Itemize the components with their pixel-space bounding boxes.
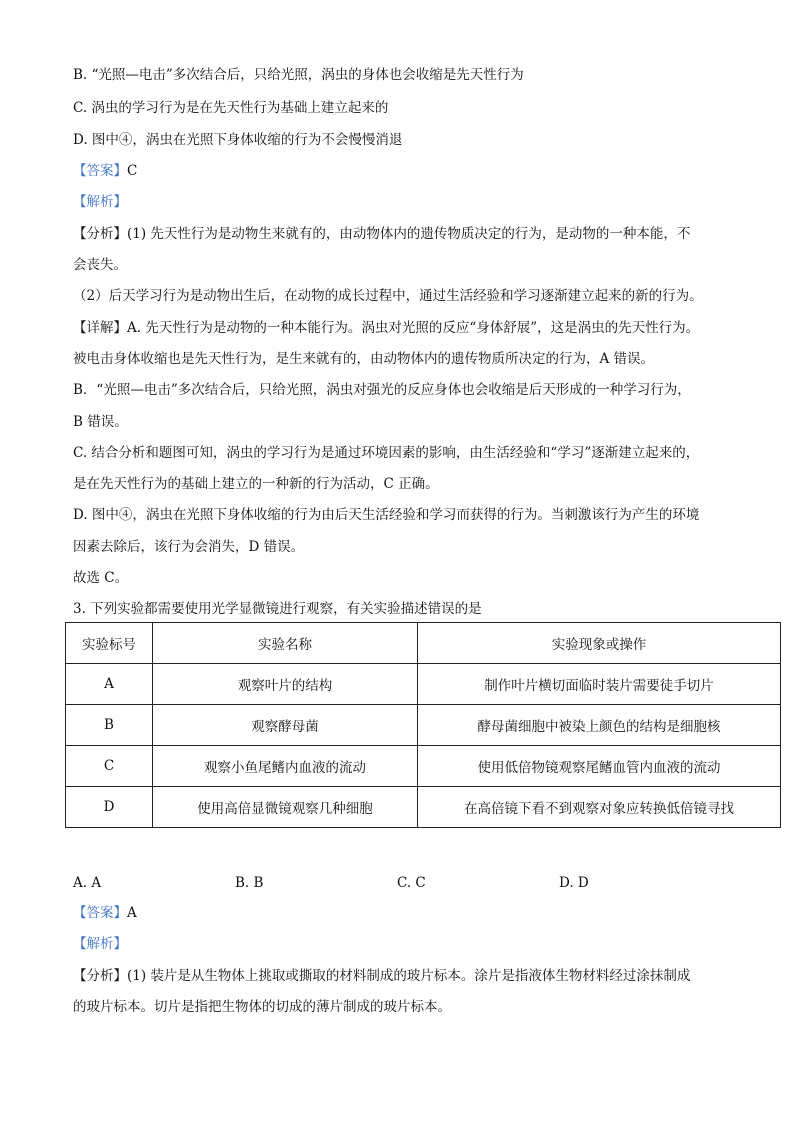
choice-a: A. A — [73, 875, 102, 891]
answer-line — [73, 162, 137, 180]
explanation-line: 【分析】(1) 装片是从生物体上挑取或撕取的材料制成的玻片标本。涂片是指液体生物材料经过涂抹制成 — [73, 968, 691, 984]
explanation-line: 被电击身体收缩也是先天性行为，是生来就有的，由动物体内的遗传物质所决定的行为，A 错误。 — [73, 351, 655, 367]
table-cell: 观察酵母菌 — [153, 705, 418, 746]
explanation-line: 【详解】A. 先天性行为是动物的一种本能行为。涡虫对光照的反应“身体舒展”，这是涡虫的先天性行为。 — [73, 320, 700, 336]
explanation-line: 是在先天性行为的基础上建立的一种新的行为活动，C 正确。 — [73, 476, 439, 492]
explanation-line: 的玻片标本。切片是指把生物体的切成的薄片制成的玻片标本。 — [73, 999, 451, 1015]
table-cell: 在高倍镜下看不到观察对象应转换低倍镜寻找 — [418, 787, 781, 828]
analysis-heading — [73, 193, 127, 211]
choice-d: D. D — [559, 875, 589, 891]
table-cell: A — [66, 664, 153, 705]
answer-tag: 【答案】 — [73, 905, 127, 921]
explanation-line: C. 结合分析和题图可知，涡虫的学习行为是通过环境因素的影响，由生活经验和“学习”逐渐建立起来的， — [73, 445, 700, 461]
answer-value: A — [127, 905, 137, 921]
table-cell: 观察小鱼尾鳍内血液的流动 — [153, 746, 418, 787]
explanation-line: 【分析】(1) 先天性行为是动物生来就有的，由动物体内的遗传物质决定的行为，是动物的一种本能，不 — [73, 226, 691, 242]
table-row — [66, 664, 781, 705]
table-row — [66, 746, 781, 787]
table-cell: D — [66, 787, 153, 828]
explanation-line: D. 图中④，涡虫在光照下身体收缩的行为由后天生活经验和学习而获得的行为。当刺激该行为产生的环境 — [73, 507, 700, 523]
explanation-line: B．“光照—电击”多次结合后，只给光照，涡虫对强光的反应身体也会收缩是后天形成的一种学习行为， — [73, 382, 691, 398]
answer-line — [73, 904, 137, 922]
answer-tag: 【答案】 — [73, 163, 127, 179]
explanation-line: B 错误。 — [73, 414, 128, 430]
table-header-cell: 实验标号 — [66, 623, 153, 664]
experiment-table — [65, 622, 781, 828]
option-c: C. 涡虫的学习行为是在先天性行为基础上建立起来的 — [73, 100, 389, 116]
explanation-line: 会丧失。 — [73, 257, 127, 273]
table-header-row — [66, 623, 781, 664]
analysis-tag: 【解析】 — [73, 194, 127, 210]
option-d: D. 图中④，涡虫在光照下身体收缩的行为不会慢慢消退 — [73, 132, 403, 148]
table-header-cell: 实验名称 — [153, 623, 418, 664]
table-cell: 制作叶片横切面临时装片需要徒手切片 — [418, 664, 781, 705]
table-cell: 使用低倍物镜观察尾鳍血管内血液的流动 — [418, 746, 781, 787]
table-header-cell: 实验现象或操作 — [418, 623, 781, 664]
table-cell: 观察叶片的结构 — [153, 664, 418, 705]
table-row — [66, 705, 781, 746]
table-cell: 使用高倍显微镜观察几种细胞 — [153, 787, 418, 828]
analysis-tag: 【解析】 — [73, 936, 127, 952]
table-cell: 酵母菌细胞中被染上颜色的结构是细胞核 — [418, 705, 781, 746]
question-stem: 3. 下列实验都需要使用光学显微镜进行观察，有关实验描述错误的是 — [73, 601, 482, 617]
explanation-line: （2）后天学习行为是动物出生后，在动物的成长过程中，通过生活经验和学习逐渐建立起来的新的行为。 — [73, 288, 703, 304]
choice-b: B. B — [235, 875, 264, 891]
answer-value: C — [127, 163, 138, 179]
explanation-line: 故选 C。 — [73, 570, 129, 586]
explanation-line: 因素去除后，该行为会消失，D 错误。 — [73, 539, 305, 555]
table-cell: B — [66, 705, 153, 746]
choice-c: C. C — [397, 875, 426, 891]
table-row — [66, 787, 781, 828]
option-b: B. “光照—电击”多次结合后，只给光照，涡虫的身体也会收缩是先天性行为 — [73, 67, 524, 83]
table-cell: C — [66, 746, 153, 787]
analysis-heading — [73, 935, 127, 953]
